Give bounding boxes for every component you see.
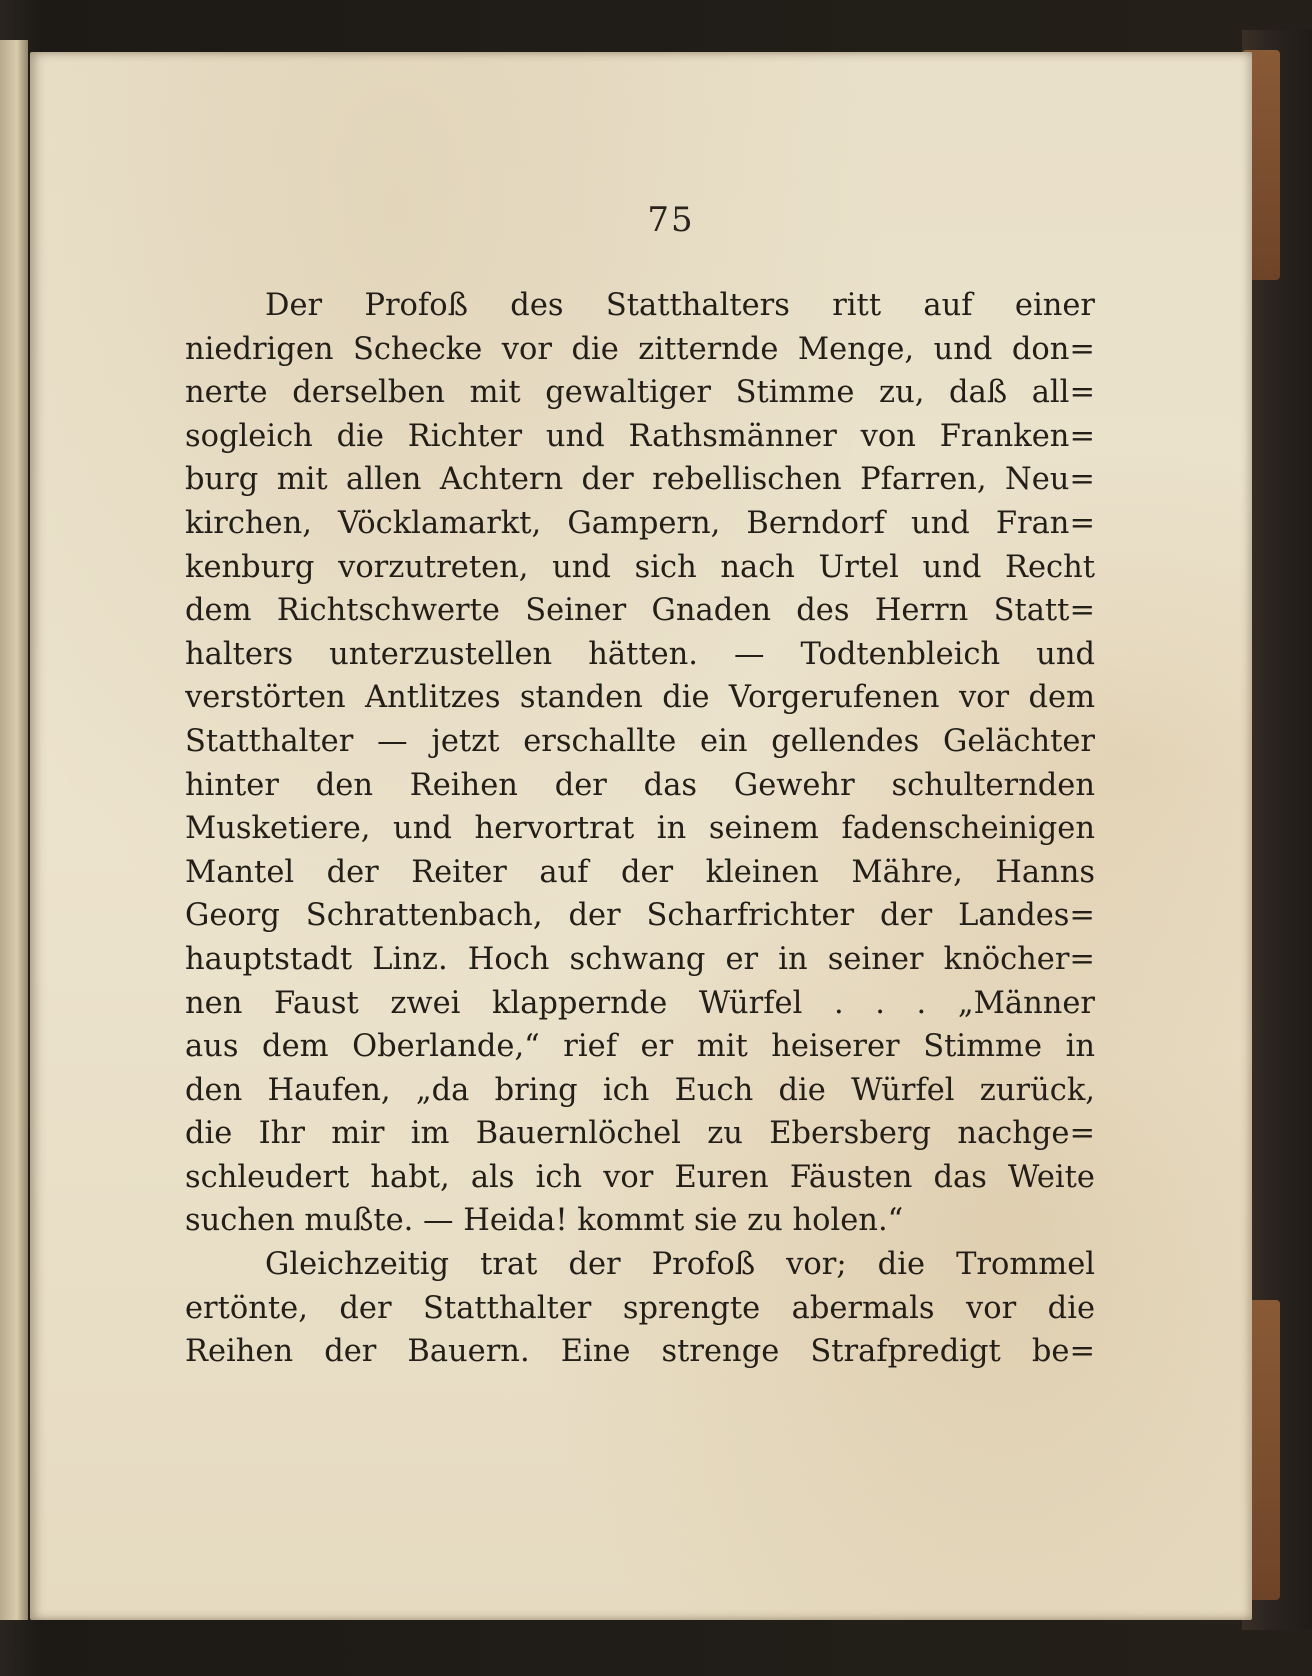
text-line: ertönte, der Statthalter sprengte abermals vor die [185,1290,1095,1326]
body-text [185,284,1095,1374]
text-line: hinter den Reihen der das Gewehr schulternden [185,767,1095,803]
text-line: kirchen, Vöcklamarkt, Gampern, Berndorf und Fran= [185,505,1095,541]
text-line: Reihen der Bauern. Eine strenge Strafpredigt be= [185,1334,1095,1370]
text-line: nerte derselben mit gewaltiger Stimme zu, daß all= [185,375,1095,411]
book-cover-edge [1242,30,1312,1630]
text-line: Georg Schrattenbach, der Scharfrichter der Landes= [185,898,1095,934]
text-line: schleudert habt, als ich vor Euren Fäusten das Weite [185,1159,1095,1195]
text-line: niedrigen Schecke vor die zitternde Menge, und don= [185,331,1095,367]
text-line: Statthalter — jetzt erschallte ein gellendes Gelächter [185,723,1095,759]
text-line: aus dem Oberlande,“ rief er mit heiserer Stimme in [185,1029,1095,1065]
text-line: verstörten Antlitzes standen die Vorgerufenen vor dem [185,680,1095,716]
text-line: den Haufen, „da bring ich Euch die Würfel zurück, [185,1072,1095,1108]
text-line: die Ihr mir im Bauernlöchel zu Ebersberg nachge= [185,1116,1095,1152]
book-page [30,52,1252,1620]
text-line: Der Profoß des Statthalters ritt auf einer [265,288,1095,323]
text-line: nen Faust zwei klappernde Würfel . . . „Männer [185,985,1095,1021]
text-line: Mantel der Reiter auf der kleinen Mähre, Hanns [185,854,1095,890]
text-line: hauptstadt Linz. Hoch schwang er in seiner knöcher= [185,941,1095,977]
text-line: dem Richtschwerte Seiner Gnaden des Herrn Statt= [185,593,1095,629]
text-line: kenburg vorzutreten, und sich nach Urtel und Recht [185,549,1095,585]
text-line: sogleich die Richter und Rathsmänner von Franken= [185,418,1095,454]
text-line: suchen mußte. — Heida! kommt sie zu holen.“ [185,1203,904,1239]
text-line: burg mit allen Achtern der rebellischen Pfarren, Neu= [185,462,1095,498]
text-line: halters unterzustellen hätten. — Todtenbleich und [185,636,1095,672]
text-line: Gleichzeitig trat der Profoß vor; die Trommel [265,1247,1095,1283]
text-line: Musketiere, und hervortrat in seinem fadenscheinigen [185,811,1095,847]
page-number: 75 [647,200,695,240]
facing-page-edge [0,40,28,1620]
